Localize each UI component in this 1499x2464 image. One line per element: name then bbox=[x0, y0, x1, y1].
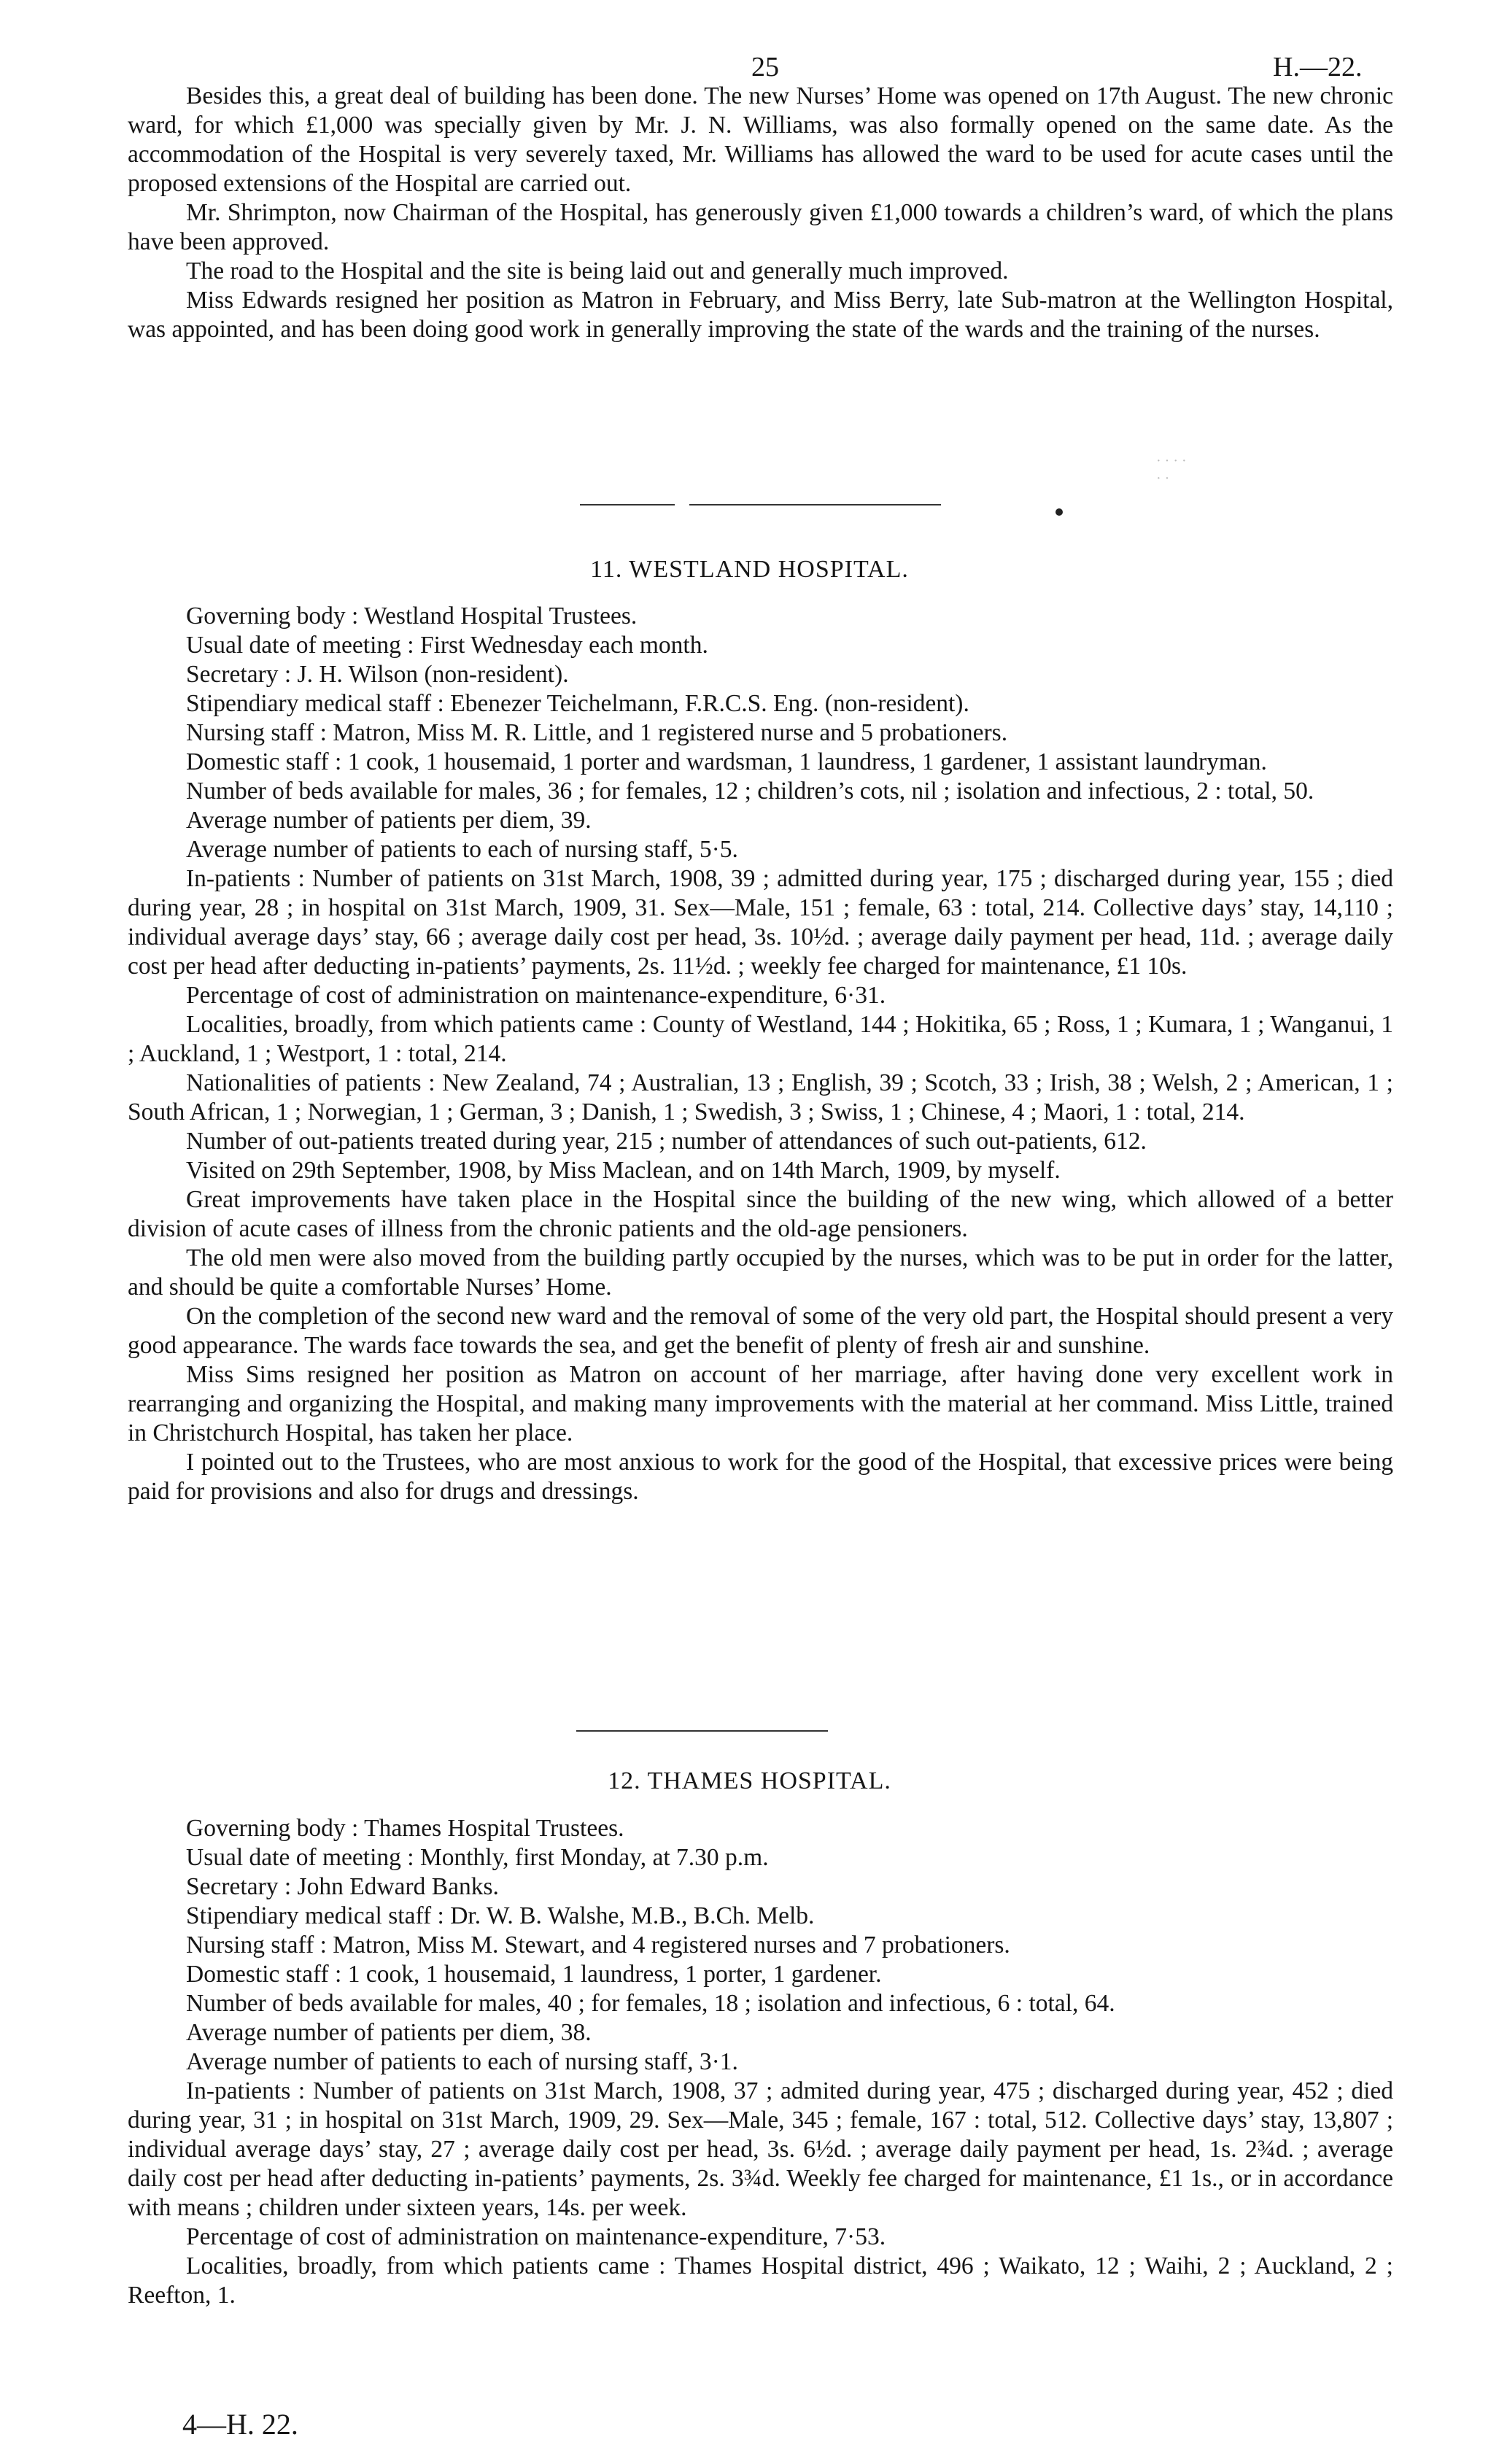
paragraph: Besides this, a great deal of building has been done. The new Nurses’ Home was opened on 17th August. The new chronic ward, for which £1,000 was specially given by Mr. J. N. Williams, was also formally opened on the same date. As the accommodation of the Hospital is very severely taxed, Mr. Williams has allowed the ward to be used for acute cases until the proposed extensions of the Hospital are carried out. bbox=[128, 82, 1393, 197]
paragraph: Number of out-patients treated during year, 215 ; number of attendances of such out-patients, 612. bbox=[186, 1128, 1147, 1155]
paragraph: In-patients : Number of patients on 31st March, 1908, 39 ; admitted during year, 175 ; discharged during year, 155 ; died during year, 28 ; in hospital on 31st March, 1909, 31. Sex—Male, 151 ; female, 63 : total, 214. Collective days’ stay, 14,110 ; individual average days’ stay, 66 ; average daily cost per head, 3s. 10½d. ; average daily payment per head, 11d. ; average daily cost per head after deducting in-patients’ payments, 2s. 11½d. ; weekly fee charged for maintenance, £1 10s. bbox=[128, 865, 1393, 980]
paragraph: Secretary : John Edward Banks. bbox=[186, 1873, 499, 1900]
paragraph: The old men were also moved from the building partly occupied by the nurses, which was to be put in order for the latter, and should be quite a comfortable Nurses’ Home. bbox=[128, 1244, 1393, 1301]
paragraph: Usual date of meeting : Monthly, first Monday, at 7.30 p.m. bbox=[186, 1844, 769, 1871]
thames-section bbox=[128, 1814, 1393, 2310]
paragraph: Domestic staff : 1 cook, 1 housemaid, 1 laundress, 1 porter, 1 gardener. bbox=[186, 1961, 882, 1988]
paragraph: Average number of patients per diem, 38. bbox=[186, 2019, 592, 2046]
paragraph: In-patients : Number of patients on 31st March, 1908, 37 ; admited during year, 475 ; discharged during year, 452 ; died during year, 31 ; in hospital on 31st March, 1909, 29. Sex—Male, 345 ; female, 167 : total, 512. Collective days’ stay, 13,807 ; individual average days’ stay, 27 ; average daily cost per head, 3s. 6½d. ; average daily payment per head, 1s. 2¾d. ; average daily cost per head after deducting in-patients’ payments, 2s. 3¾d. Weekly fee charged for maintenance, £1 1s., or in accordance with means ; children under sixteen years, 14s. per week. bbox=[128, 2077, 1393, 2221]
ink-dot bbox=[1056, 508, 1063, 516]
section-divider bbox=[576, 1730, 828, 1732]
paragraph: Secretary : J. H. Wilson (non-resident). bbox=[186, 661, 569, 688]
westland-hospital-heading: 11. WESTLAND HOSPITAL. bbox=[590, 556, 909, 583]
paragraph: Localities, broadly, from which patients came : County of Westland, 144 ; Hokitika, 65 ; Ross, 1 ; Kumara, 1 ; Wanganui, 1 ; Auckland, 1 ; Westport, 1 : total, 214. bbox=[128, 1011, 1393, 1067]
intro-section bbox=[128, 82, 1393, 344]
paragraph: Governing body : Thames Hospital Trustees. bbox=[186, 1815, 624, 1842]
paragraph: Percentage of cost of administration on maintenance-expenditure, 7·53. bbox=[186, 2223, 886, 2250]
paragraph: On the completion of the second new ward and the removal of some of the very old part, the Hospital should present a very good appearance. The wards face towards the sea, and get the benefit of plenty of fresh air and sunshine. bbox=[128, 1303, 1393, 1359]
paragraph: Miss Sims resigned her position as Matron on account of her marriage, after having done very excellent work in rearranging and organizing the Hospital, and making many improvements with the material at her command. Miss Little, trained in Christchurch Hospital, has taken her place. bbox=[128, 1361, 1393, 1446]
section-divider bbox=[580, 504, 675, 505]
paragraph: Miss Edwards resigned her position as Matron in February, and Miss Berry, late Sub-matron at the Wellington Hospital, was appointed, and has been doing good work in generally improving the state of the wards and the training of the nurses. bbox=[128, 287, 1393, 343]
paragraph: Usual date of meeting : First Wednesday each month. bbox=[186, 632, 708, 659]
paragraph: The road to the Hospital and the site is being laid out and generally much improved. bbox=[186, 257, 1009, 284]
document-code: H.—22. bbox=[1273, 52, 1363, 82]
paragraph: Nursing staff : Matron, Miss M. R. Little, and 1 registered nurse and 5 probationers. bbox=[186, 719, 1008, 746]
section-divider bbox=[689, 504, 941, 505]
paragraph: Average number of patients per diem, 39. bbox=[186, 807, 592, 834]
paragraph: Average number of patients to each of nursing staff, 5·5. bbox=[186, 836, 738, 863]
paragraph: Governing body : Westland Hospital Trustees. bbox=[186, 603, 638, 629]
paragraph: Number of beds available for males, 40 ; for females, 18 ; isolation and infectious, 6 : total, 64. bbox=[186, 1990, 1115, 2017]
westland-section bbox=[128, 602, 1393, 1506]
signature-mark: 4—H. 22. bbox=[182, 2408, 298, 2441]
paragraph: Number of beds available for males, 36 ; for females, 12 ; children’s cots, nil ; isolation and infectious, 2 : total, 50. bbox=[186, 778, 1314, 805]
paragraph: Percentage of cost of administration on maintenance-expenditure, 6·31. bbox=[186, 982, 886, 1009]
bleed-through-marks: · · · · · · bbox=[1156, 453, 1187, 487]
paragraph: Mr. Shrimpton, now Chairman of the Hospital, has generously given £1,000 towards a children’s ward, of which the plans have been approved. bbox=[128, 199, 1393, 255]
paragraph: Great improvements have taken place in the Hospital since the building of the new wing, which allowed of a better division of acute cases of illness from the chronic patients and the old-age pensioners. bbox=[128, 1186, 1393, 1242]
paragraph: Stipendiary medical staff : Dr. W. B. Walshe, M.B., B.Ch. Melb. bbox=[186, 1902, 815, 1929]
paragraph: Localities, broadly, from which patients came : Thames Hospital district, 496 ; Waikato, 12 ; Waihi, 2 ; Auckland, 2 ; Reefton, 1. bbox=[128, 2252, 1393, 2309]
thames-hospital-heading: 12. THAMES HOSPITAL. bbox=[608, 1767, 891, 1794]
paragraph: Average number of patients to each of nursing staff, 3·1. bbox=[186, 2048, 738, 2075]
paragraph: Nationalities of patients : New Zealand, 74 ; Australian, 13 ; English, 39 ; Scotch, 33 ; Irish, 38 ; Welsh, 2 ; American, 1 ; South African, 1 ; Norwegian, 1 ; German, 3 ; Danish, 1 ; Swedish, 3 ; Swiss, 1 ; Chinese, 4 ; Maori, 1 : total, 214. bbox=[128, 1069, 1393, 1126]
paragraph: I pointed out to the Trustees, who are most anxious to work for the good of the Hospital, that excessive prices were being paid for provisions and also for drugs and dressings. bbox=[128, 1449, 1393, 1505]
paragraph: Stipendiary medical staff : Ebenezer Teichelmann, F.R.C.S. Eng. (non-resident). bbox=[186, 690, 969, 717]
page-number: 25 bbox=[751, 52, 779, 82]
paragraph: Domestic staff : 1 cook, 1 housemaid, 1 porter and wardsman, 1 laundress, 1 gardener, 1 assistant laundryman. bbox=[186, 748, 1267, 775]
paragraph: Nursing staff : Matron, Miss M. Stewart, and 4 registered nurses and 7 probationers. bbox=[186, 1932, 1010, 1959]
paragraph: Visited on 29th September, 1908, by Miss Maclean, and on 14th March, 1909, by myself. bbox=[186, 1157, 1061, 1184]
